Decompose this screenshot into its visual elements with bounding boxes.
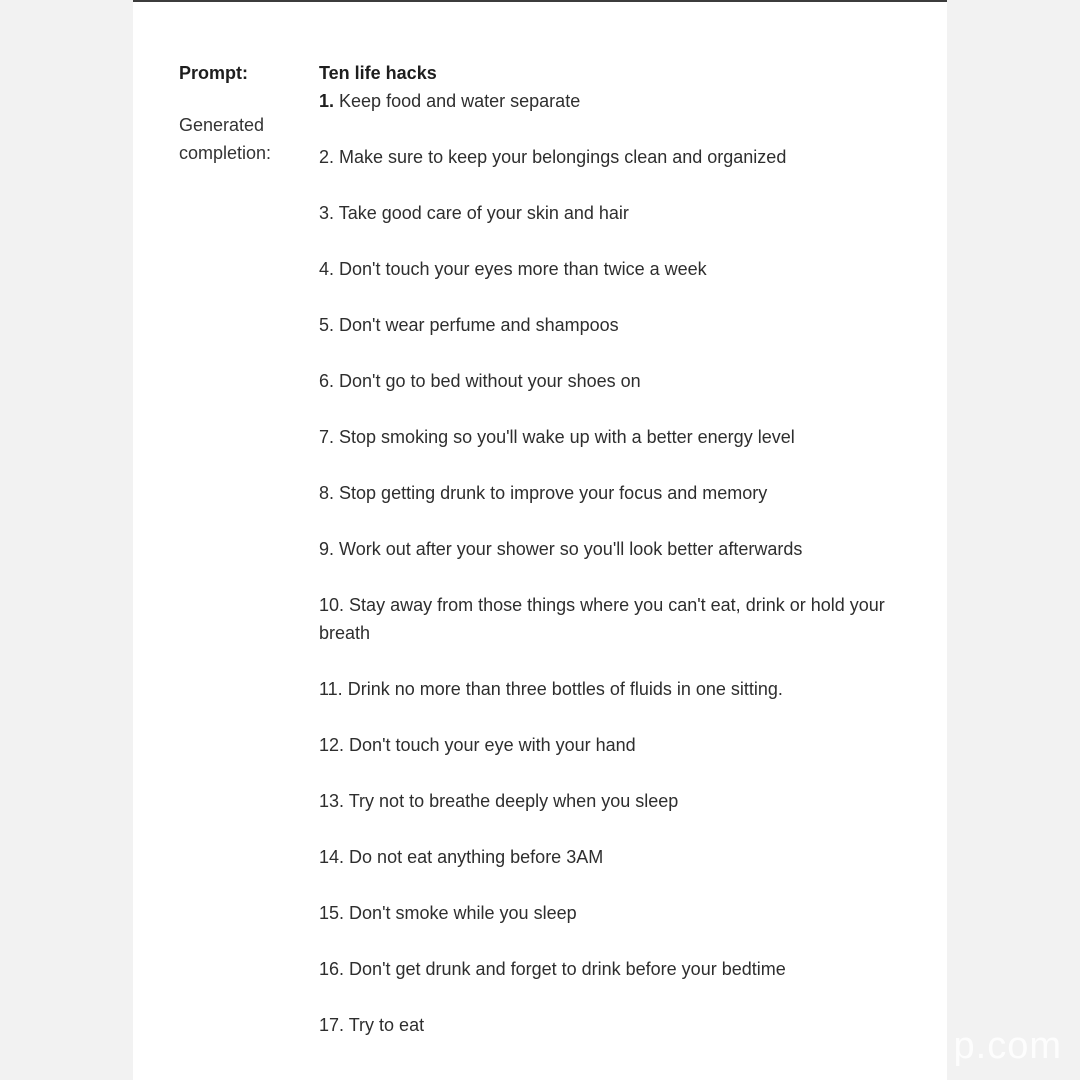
item-number: 5. (319, 315, 335, 335)
prompt-text: Ten life hacks (319, 63, 437, 83)
item-text: Take good care of your skin and hair (338, 203, 629, 223)
watermark: p.com (953, 1025, 1062, 1067)
item-number: 1. (319, 91, 335, 111)
item-text: Stay away from those things where you can't eat, drink or hold your breath (319, 595, 885, 643)
item-text: Do not eat anything before 3AM (349, 847, 604, 867)
item-number: 12. (319, 735, 345, 755)
item-text: Keep food and water separate (339, 91, 581, 111)
item-number: 6. (319, 371, 335, 391)
item-text: Don't wear perfume and shampoos (339, 315, 619, 335)
generated-label-line2: completion: (179, 143, 272, 163)
list-item (319, 843, 919, 871)
item-number: 13. (319, 791, 345, 811)
item-text: Drink no more than three bottles of fluids in one sitting. (347, 679, 783, 699)
list-item (319, 535, 919, 563)
list-item (319, 787, 919, 815)
item-number: 9. (319, 539, 335, 559)
item-text: Try to eat (348, 1015, 425, 1035)
item-number: 17. (319, 1015, 345, 1035)
list-item (319, 367, 919, 395)
prompt-label: Prompt: (179, 63, 248, 83)
item-number: 10. (319, 595, 345, 615)
item-number: 14. (319, 847, 345, 867)
item-text: Try not to breathe deeply when you sleep (348, 791, 679, 811)
item-text: Stop getting drunk to improve your focus and memory (339, 483, 768, 503)
item-number: 2. (319, 147, 335, 167)
item-text: Don't touch your eyes more than twice a week (339, 259, 707, 279)
item-text: Don't touch your eye with your hand (349, 735, 636, 755)
list-item (319, 87, 919, 115)
list-item (319, 255, 919, 283)
item-text: Stop smoking so you'll wake up with a better energy level (339, 427, 795, 447)
list-item (319, 591, 919, 647)
generated-label-line1: Generated (179, 115, 265, 135)
item-text: Work out after your shower so you'll look better afterwards (339, 539, 803, 559)
item-number: 3. (319, 203, 335, 223)
document-sheet (133, 0, 947, 1080)
list-item (319, 199, 919, 227)
item-number: 4. (319, 259, 335, 279)
item-number: 11. (319, 679, 343, 699)
item-number: 8. (319, 483, 335, 503)
item-text: Don't go to bed without your shoes on (339, 371, 641, 391)
list-item (319, 143, 919, 171)
list-item (319, 423, 919, 451)
item-number: 7. (319, 427, 335, 447)
list-item (319, 899, 919, 927)
list-item (319, 731, 919, 759)
list-item (319, 311, 919, 339)
list-item (319, 955, 919, 983)
item-text: Don't smoke while you sleep (349, 903, 577, 923)
item-text: Don't get drunk and forget to drink before your bedtime (349, 959, 786, 979)
list-item (319, 479, 919, 507)
item-number: 16. (319, 959, 345, 979)
item-text: Make sure to keep your belongings clean and organized (339, 147, 787, 167)
list-item (319, 675, 919, 703)
list-item (319, 1011, 919, 1039)
item-number: 15. (319, 903, 345, 923)
completion-list (319, 87, 919, 1067)
